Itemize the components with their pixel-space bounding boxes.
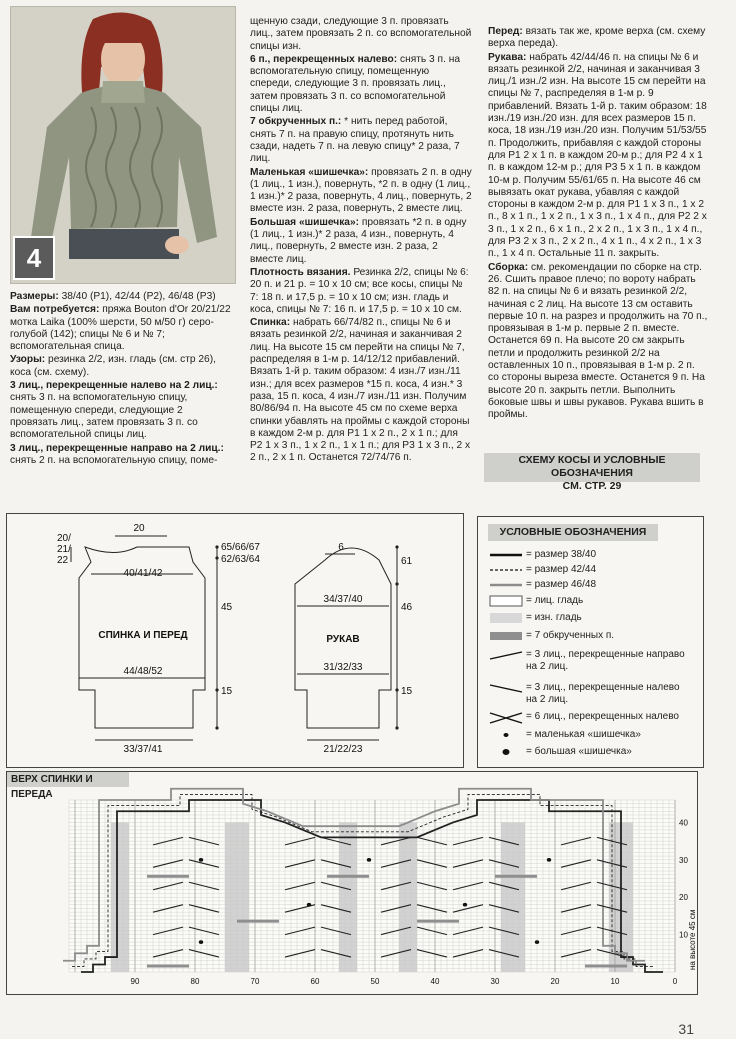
dim-sleeve-width1: 34/37/40 [323,594,363,605]
dim-shoulder-2: 21/ [57,544,71,555]
dim-neck-width: 20 [133,523,145,534]
dim-sleeve-top: 6 [338,542,344,553]
chart-bobble [547,858,551,862]
cross-right-cont: щенную сзади, следующие 3 п. провязать лиц., затем провязать 2 п. со вспомогательной спицы изн. [250,16,472,52]
schema-reference-box [484,453,700,492]
wrapped7-label: 7 обкрученных п.: [250,116,342,128]
legend-symbol-dot-small [486,729,526,741]
legend-item [486,595,686,607]
dim-chest-mid: 44/48/52 [123,666,163,677]
page-number: 31 [678,1021,694,1037]
legend-item [486,649,686,673]
chart-x-tick: 50 [370,977,380,986]
assembly-label: Сборка: [488,261,529,273]
chart-y-tick: 10 [679,930,688,940]
chart-wrapped-block [237,920,279,923]
gauge-text: Резинка 2/2, спицы № 6: 20 п. и 21 р. = 10 х 10 см; все косы, спицы № 7: 18 п. и 17,5 р. = 10 х 10 см; изн. гладь и коса, спицы № 7: 16 п. и 17,5 р. = 10 х 10 см. [250,266,469,315]
cross-right-text: снять 2 п. на вспомогательную спицу, поме- [10,454,218,466]
chart-bobble [199,858,203,862]
materials-text: пряжа Bouton d'Or 20/21/22 мотка Laika (100% шерсти, 50 м/50 г) серо-голубой (142); спицы № 6 и № 7; вспомогательная спица. [10,304,231,353]
chart-y-tick: 30 [679,855,688,865]
legend-text: = 3 лиц., перекрещенные налево на 2 лиц. [526,682,680,705]
legend-text: = 7 обкрученных п. [526,630,615,641]
dim-chest-top: 40/41/42 [123,568,163,579]
cross6-label: 6 п., перекрещенных налево: [250,53,398,65]
dim-hem-width: 33/37/41 [123,744,163,755]
schematic-drawing [7,514,463,767]
chart-wrapped-block [495,875,537,878]
chart-x-tick: 10 [610,977,620,986]
small-bobble-label: Маленькая «шишечка»: [250,166,369,178]
legend-item [486,682,686,706]
chart-wrapped-block [327,875,369,878]
column-right [488,26,708,423]
chart-wrapped-block [147,965,189,968]
materials-label: Вам потребуется: [10,304,100,316]
legend-text: = размер 42/44 [526,564,597,575]
chart-wrapped-block [147,875,189,878]
legend-item [486,711,686,723]
dim-shoulder-3: 22 [57,555,69,566]
back-text: набрать 66/74/82 п., спицы № 6 и вязать резинкой 2/2, начиная и заканчивая 2 лиц. На высоте 15 см перейти на спицы № 7, распределяя в 1-м р. 14/12/12 прибавлений. Вязать 1-й р. таким образом: 4 изн./7 изн./11 изн.; для всех размеров *15 п. коса, 4 изн.* 3 раза, 15 п. коса, 4 изн./7 изн./11 изн. Получим 80/86/94 п. На высоте 45 см по схеме верха спинки убавлять на проймы с каждой стороны в каждом 2-м р. для P1 1 х 2 п., 2 х 1 п.; для P2 1 х 3 п., 1 х 2 п., 1 х 1 п.; для P3 1 х 3 п., 2 х 2 п., 2 х 1 п. Останется 72/74/76 п. [250,317,471,464]
legend-symbol-cross [486,711,526,723]
dim-sleeve-width2: 31/32/33 [323,662,363,673]
legend-item [486,579,686,591]
legend-symbol-box-dark [486,630,526,642]
legend-symbol-diag-down [486,682,526,694]
legend-symbol-diag-up [486,649,526,661]
legend-text: = 3 лиц., перекрещенные направо на 2 лиц. [526,649,685,672]
legend-title: УСЛОВНЫЕ ОБОЗНАЧЕНИЯ [488,524,658,541]
big-bobble-label: Большая «шишечка»: [250,216,360,228]
legend-symbol-box-light [486,612,526,624]
legend-item [486,612,686,624]
chart-bobble [307,903,311,907]
legend-text: = размер 46/48 [526,579,597,590]
chart-wrapped-block [417,920,459,923]
chart-y-tick: 20 [679,893,688,903]
front-label: Перед: [488,26,523,37]
sleeve-piece-label: РУКАВ [326,634,360,645]
model-number-badge: 4 [13,236,55,280]
legend-item [486,729,686,741]
legend-item [486,564,686,576]
gauge-label: Плотность вязания. [250,266,351,278]
legend-item [486,630,686,642]
sizes-text: 38/40 (P1), 42/44 (P2), 46/48 (P3) [61,291,216,302]
chart-side-label: на высоте 45 см [688,909,697,970]
chart-x-tick: 60 [310,977,320,986]
dim-sleeve-46: 46 [401,602,413,613]
chart-x-tick: 80 [190,977,200,986]
chart-bobble [199,940,203,944]
legend-item [486,549,686,561]
dim-height-15: 15 [221,686,233,697]
big-bobble-text: провязать *2 п. в одну (1 лиц., 1 изн.)* 2 раза, 4 изн., повернуть, 4 лиц., повернуть, 2 вместе изн. 2 раза, 2 вместе лиц. [250,216,467,265]
dim-height-top1: 65/66/67 [221,542,260,553]
chart-x-tick: 70 [250,977,260,986]
wrapped7-text: * нить перед работой, снять 7 п. на правую спицу, протянуть нить сзади, надеть 7 п. на левую спицу* 2 раза, 7 лиц. [250,116,460,165]
chart-x-tick: 90 [130,977,140,986]
legend-text: = большая «шишечка» [526,746,632,757]
legend-item [486,746,686,758]
chart-y-tick: 40 [679,818,688,828]
patterns-text: резинка 2/2, изн. гладь (см. стр 26), коса (см. схему). [10,354,216,378]
sleeves-label: Рукава: [488,51,527,63]
chart-bobble [535,940,539,944]
cross-left-label: 3 лиц., перекрещенные налево на 2 лиц.: [10,380,218,392]
dim-height-top2: 62/63/64 [221,554,260,565]
back-label: Спинка: [250,317,291,329]
legend-text: = размер 38/40 [526,549,597,560]
chart-x-tick: 20 [550,977,560,986]
sizes-label: Размеры: [10,291,59,302]
chart-title: ВЕРХ СПИНКИ И ПЕРЕДА [7,772,129,787]
chart-bobble [367,858,371,862]
chart-x-tick: 40 [430,977,440,986]
legend-text: = маленькая «шишечка» [526,729,641,740]
dim-sleeve-15: 15 [401,686,413,697]
chart-wrapped-block [585,965,627,968]
schema-ref-line2: СМ. СТР. 29 [562,480,622,492]
legend-symbol-thick [486,549,526,561]
dim-shoulder-1: 20/ [57,533,71,544]
chart-bobble [463,903,467,907]
dim-sleeve-61: 61 [401,556,413,567]
legend-symbol-dot-big [486,746,526,758]
schema-ref-line1: СХЕМУ КОСЫ И УСЛОВНЫЕ ОБОЗНАЧЕНИЯ [518,454,666,479]
legend-symbol-box-white [486,595,526,607]
legend-text: = лиц. гладь [526,595,584,606]
cross-right-label: 3 лиц., перекрещенные направо на 2 лиц.: [10,442,224,454]
schematic-panel [6,513,464,768]
patterns-label: Узоры: [10,354,46,366]
column-left [10,291,232,468]
legend-symbol-gray [486,579,526,591]
chart-x-tick: 0 [672,977,678,986]
sleeves-text: набрать 42/44/46 п. на спицы № 6 и вязать резинкой 2/2, начиная и заканчивая 3 лиц./1 изн./2 изн. На высоте 15 см перейти на спицы № 7, распределяя в 1-м р. 9 прибавлений. Вязать 1-й р. таким образом: 18 изн./19 изн./20 изн. для всех размеров 15 п. коса, 18 изн./19 изн./20 изн. Получим 51/53/55 п. Продолжить, прибавляя с каждой стороны для P1 2 х 1 п. в каждом 20-м р.; для P2 4 х 1 п. в каждом 12-м р.; для P3 5 х 1 п. в каждом 10-м р. Получим 55/61/65 п. На высоте 46 см вывязать окат рукава, убавляя с каждой стороны в каждом 2-м р. для P1 1 х 3 п., 1 х 2 п., 8 х 1 п., 1 х 2 п., 1 х 3 п., 1 х 4 п., для P2 2 х 3 п., 1 х 2 п., 6 х 1 п., 2 х 2 п., 1 х 3 п., 1 х 4 п., для P3 2 х 3 п., 2 х 2 п., 4 х 1 п., 4 х 2 п., 1 х 3 п., 1 х 4 п. Остальные 11 п. закрыть. [488,51,707,260]
cross6-text: снять 3 п. на вспомогательную спицу, помещенную спереди, следующие 3 п. провязать лиц., затем провязать 3 п. со вспомогательной спицы лиц. [250,53,461,115]
legend-panel [477,516,704,768]
dim-sleeve-cuff: 21/22/23 [323,744,363,755]
chart-panel [6,771,698,995]
small-bobble-text: провязать 2 п. в одну (1 лиц., 1 изн.), повернуть, *2 п. в одну (1 лиц., 1 изн.)* 2 раза, повернуть, 4 лиц., повернуть, 2 вместе изн. 2 раза, повернуть, 2 вместе лиц. [250,166,472,215]
legend-symbol-dashed [486,564,526,576]
assembly-text: см. рекомендации по сборке на стр. 26. Сшить правое плечо; по вороту набрать 82 п. на спицы № 6 и вязать резинкой 2/2, начиная с 2 лиц. На высоте 13 см оставить первые 10 п. на разрез и продолжить на 70 п., провязывая в 1-м р. первые 2 п. вместе. Останется 69 п. На высоте 20 см закрыть петли и продолжить резинкой 2/2 на оставленных 10 п., провязывая в 1-м р. 2 п. со стороны выреза вместе. Останется 9 п. На высоте 20 п. закрыть петли. Выполнить боковые швы и швы рукавов. Рукава вшить в проймы. [488,261,708,421]
knitting-chart [7,772,697,994]
front-text: вязать так же, кроме верха (см. схему верха переда). [488,26,706,50]
dim-height-45: 45 [221,602,233,613]
cross-left-text: снять 3 п. на вспомогательную спицу, помещенную спереди, следующие 2 провязать лиц., затем провязать 3 п. со вспомогательной спицы лиц. [10,392,198,441]
legend-text: = 6 лиц., перекрещенных налево [526,711,679,722]
chart-x-tick: 30 [490,977,500,986]
column-middle [250,16,472,466]
legend-text: = изн. гладь [526,612,582,623]
body-piece-label: СПИНКА И ПЕРЕД [98,630,188,641]
